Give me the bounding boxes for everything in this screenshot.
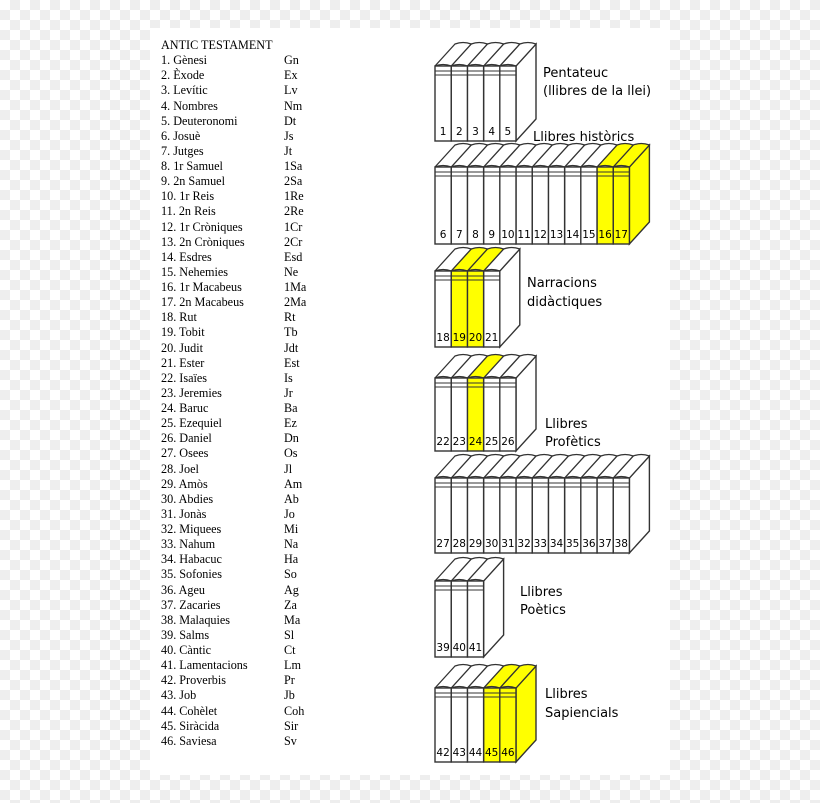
book-number: 38 (614, 538, 628, 550)
book-number: 26 (501, 436, 515, 448)
book-abbreviation: Tb (284, 325, 298, 340)
book-abbreviation: Ag (284, 582, 299, 597)
shelf-label: didàctiques (527, 295, 603, 310)
book-name: 7. Jutges (161, 143, 204, 158)
book-name: 45. Siràcida (161, 718, 220, 733)
book-abbreviation: Za (284, 597, 297, 612)
shelf-didactic (435, 248, 520, 348)
book-number: 10 (501, 229, 515, 241)
book-name: 28. Joel (161, 461, 199, 476)
book-number: 41 (468, 642, 483, 654)
book-abbreviation: Gn (284, 53, 299, 68)
book-abbreviation: Ez (284, 416, 297, 431)
book-number: 40 (452, 642, 466, 654)
book-abbreviation: Sl (284, 627, 295, 642)
book-name: 3. Levític (161, 83, 208, 98)
book-abbreviation: Lv (284, 83, 298, 98)
book-name: 12. 1r Cròniques (161, 219, 243, 234)
book-number: 31 (501, 538, 515, 550)
book-number: 6 (439, 229, 447, 241)
book-number: 17 (614, 229, 628, 241)
book-abbreviation: Ex (284, 68, 298, 83)
book-number: 11 (517, 229, 531, 241)
list-title: ANTIC TESTAMENT (161, 38, 273, 52)
book-abbreviation: Am (284, 476, 303, 491)
book-abbreviation: Jo (284, 506, 295, 521)
shelf-label: Llibres (545, 417, 588, 432)
book-name: 46. Saviesa (161, 733, 217, 748)
book-abbreviation: Lm (284, 658, 301, 673)
book-number: 39 (436, 642, 450, 654)
book-abbreviation: Esd (284, 249, 303, 264)
book-name: 44. Cohèlet (161, 703, 218, 718)
book-abbreviation: 2Cr (284, 234, 303, 249)
book-name: 36. Ageu (161, 582, 206, 597)
book-name: 38. Malaquies (161, 612, 231, 627)
book-abbreviation: Sir (284, 718, 299, 733)
book-abbreviation: 2Re (284, 204, 304, 219)
book-name: 20. Judit (161, 340, 203, 355)
book-number: 4 (488, 126, 496, 138)
book-name: 40. Càntic (161, 643, 212, 657)
book-name: 24. Baruc (161, 401, 209, 415)
book-name: 2. Èxode (161, 68, 205, 83)
book-name: 39. Salms (161, 627, 210, 642)
book-name: 10. 1r Reis (161, 189, 215, 204)
book-name: 6. Josuè (161, 128, 201, 143)
book-name: 37. Zacaries (161, 597, 221, 612)
book-abbreviation: Ct (284, 643, 296, 657)
book-number: 43 (452, 747, 466, 759)
shelf-label: Llibres històrics (533, 130, 635, 145)
book-number: 27 (436, 538, 450, 550)
book-number: 19 (452, 332, 466, 344)
book-number: 2 (455, 126, 463, 138)
book-name: 11. 2n Reis (161, 204, 216, 219)
book-number: 25 (485, 436, 499, 448)
book-number: 1 (439, 126, 447, 138)
book-number: 18 (436, 332, 450, 344)
book-name: 32. Miquees (161, 522, 222, 536)
book-name: 26. Daniel (161, 431, 212, 446)
book-abbreviation: Mi (284, 522, 299, 536)
shelf-prophetic (435, 355, 536, 452)
book-name: 34. Habacuc (161, 552, 222, 567)
book-number: 34 (549, 538, 564, 550)
book-name: 43. Job (161, 688, 197, 703)
book-abbreviation: Dt (284, 113, 297, 128)
book-name: 14. Esdres (161, 249, 212, 264)
book-abbreviation: Na (284, 537, 299, 552)
book-number: 21 (485, 332, 499, 344)
book-name: 22. Isaïes (161, 370, 208, 385)
book-name: 1. Gènesi (161, 53, 208, 68)
book-abbreviation: Os (284, 446, 298, 461)
book-name: 35. Sofonies (161, 567, 222, 582)
book-number: 35 (566, 538, 580, 550)
book-number: 46 (501, 747, 515, 759)
book-name: 4. Nombres (161, 98, 218, 113)
book-name: 15. Nehemies (161, 264, 229, 279)
book-name: 27. Osees (161, 446, 209, 461)
book-name: 8. 1r Samuel (161, 159, 223, 173)
shelf-sapiential (435, 665, 536, 763)
book-name: 30. Abdies (161, 491, 214, 506)
book-name: 31. Jonàs (161, 506, 207, 521)
book-abbreviation: Js (284, 128, 294, 143)
book-number: 29 (468, 538, 483, 550)
book-number: 32 (517, 538, 531, 550)
book-number: 16 (598, 229, 612, 241)
book-name: 13. 2n Cròniques (161, 234, 245, 249)
book-abbreviation: Jb (284, 688, 295, 703)
shelf-minor-prophets (435, 455, 649, 554)
book-number: 14 (566, 229, 580, 241)
book-abbreviation: Jt (284, 143, 293, 158)
book-abbreviation: So (284, 567, 297, 582)
book-abbreviation: 1Cr (284, 219, 303, 234)
shelf-pentateuch (435, 43, 536, 142)
book-abbreviation: Nm (284, 98, 303, 113)
book-number: 20 (468, 332, 483, 344)
shelf-label: Llibres (545, 687, 588, 702)
book-abbreviation: Jdt (284, 340, 299, 355)
shelf-label: Poètics (520, 603, 566, 618)
book-abbreviation: Ba (284, 401, 298, 415)
book-name: 19. Tobit (161, 325, 205, 340)
book-abbreviation: Jl (284, 461, 293, 476)
book-number: 45 (485, 747, 499, 759)
shelf-historical (435, 144, 649, 245)
book-name: 41. Lamentacions (161, 658, 248, 673)
book-number: 7 (455, 229, 463, 241)
shelf-poetic (435, 558, 504, 658)
book-number: 44 (468, 747, 483, 759)
book-number: 24 (468, 436, 483, 448)
book-abbreviation: Sv (284, 733, 297, 748)
book-abbreviation: Jr (284, 385, 293, 400)
shelf-label: Pentateuc (543, 66, 609, 81)
book-number: 3 (472, 126, 479, 138)
book-number: 9 (488, 229, 496, 241)
shelf-label: Sapiencials (545, 706, 619, 721)
book-abbreviation: 1Re (284, 189, 304, 204)
book-name: 5. Deuteronomi (161, 113, 238, 128)
book-abbreviation: Rt (284, 310, 296, 325)
book-number: 15 (582, 229, 596, 241)
book-abbreviation: 1Ma (284, 280, 307, 294)
book-abbreviation: Ma (284, 612, 301, 627)
book-name: 17. 2n Macabeus (161, 295, 244, 310)
book-name: 21. Ester (161, 355, 205, 370)
book-abbreviation: 2Sa (284, 174, 303, 189)
book-number: 8 (472, 229, 479, 241)
shelf-label: Profètics (545, 435, 601, 450)
book-name: 23. Jeremies (161, 385, 222, 400)
book-abbreviation: Ab (284, 491, 299, 506)
book-name: 16. 1r Macabeus (161, 280, 242, 294)
book-number: 23 (452, 436, 466, 448)
book-number: 37 (598, 538, 612, 550)
book-number: 36 (582, 538, 596, 550)
book-abbreviation: Pr (284, 673, 295, 688)
book-abbreviation: 2Ma (284, 295, 307, 310)
book-name: 25. Ezequiel (161, 416, 222, 431)
book-abbreviation: Est (284, 355, 300, 370)
book-name: 33. Nahum (161, 537, 216, 552)
shelf-label: (llibres de la llei) (543, 84, 652, 99)
book-name: 9. 2n Samuel (161, 174, 225, 189)
book-number: 12 (533, 229, 547, 241)
shelf-label: Llibres (520, 585, 563, 600)
book-number: 42 (436, 747, 450, 759)
book-number: 33 (533, 538, 547, 550)
book-number: 22 (436, 436, 450, 448)
shelf-label: Narracions (527, 276, 597, 291)
book-number: 28 (452, 538, 466, 550)
book-abbreviation: Is (284, 370, 293, 385)
book-number: 13 (549, 229, 564, 241)
book-abbreviation: Dn (284, 431, 299, 446)
book-name: 42. Proverbis (161, 673, 226, 688)
book-abbreviation: Ha (284, 552, 299, 567)
book-name: 18. Rut (161, 310, 197, 325)
book-abbreviation: Ne (284, 264, 299, 279)
book-abbreviation: Coh (284, 703, 305, 718)
book-abbreviation: 1Sa (284, 159, 303, 173)
book-number: 5 (504, 126, 512, 138)
book-name: 29. Amòs (161, 476, 208, 491)
book-number: 30 (485, 538, 499, 550)
